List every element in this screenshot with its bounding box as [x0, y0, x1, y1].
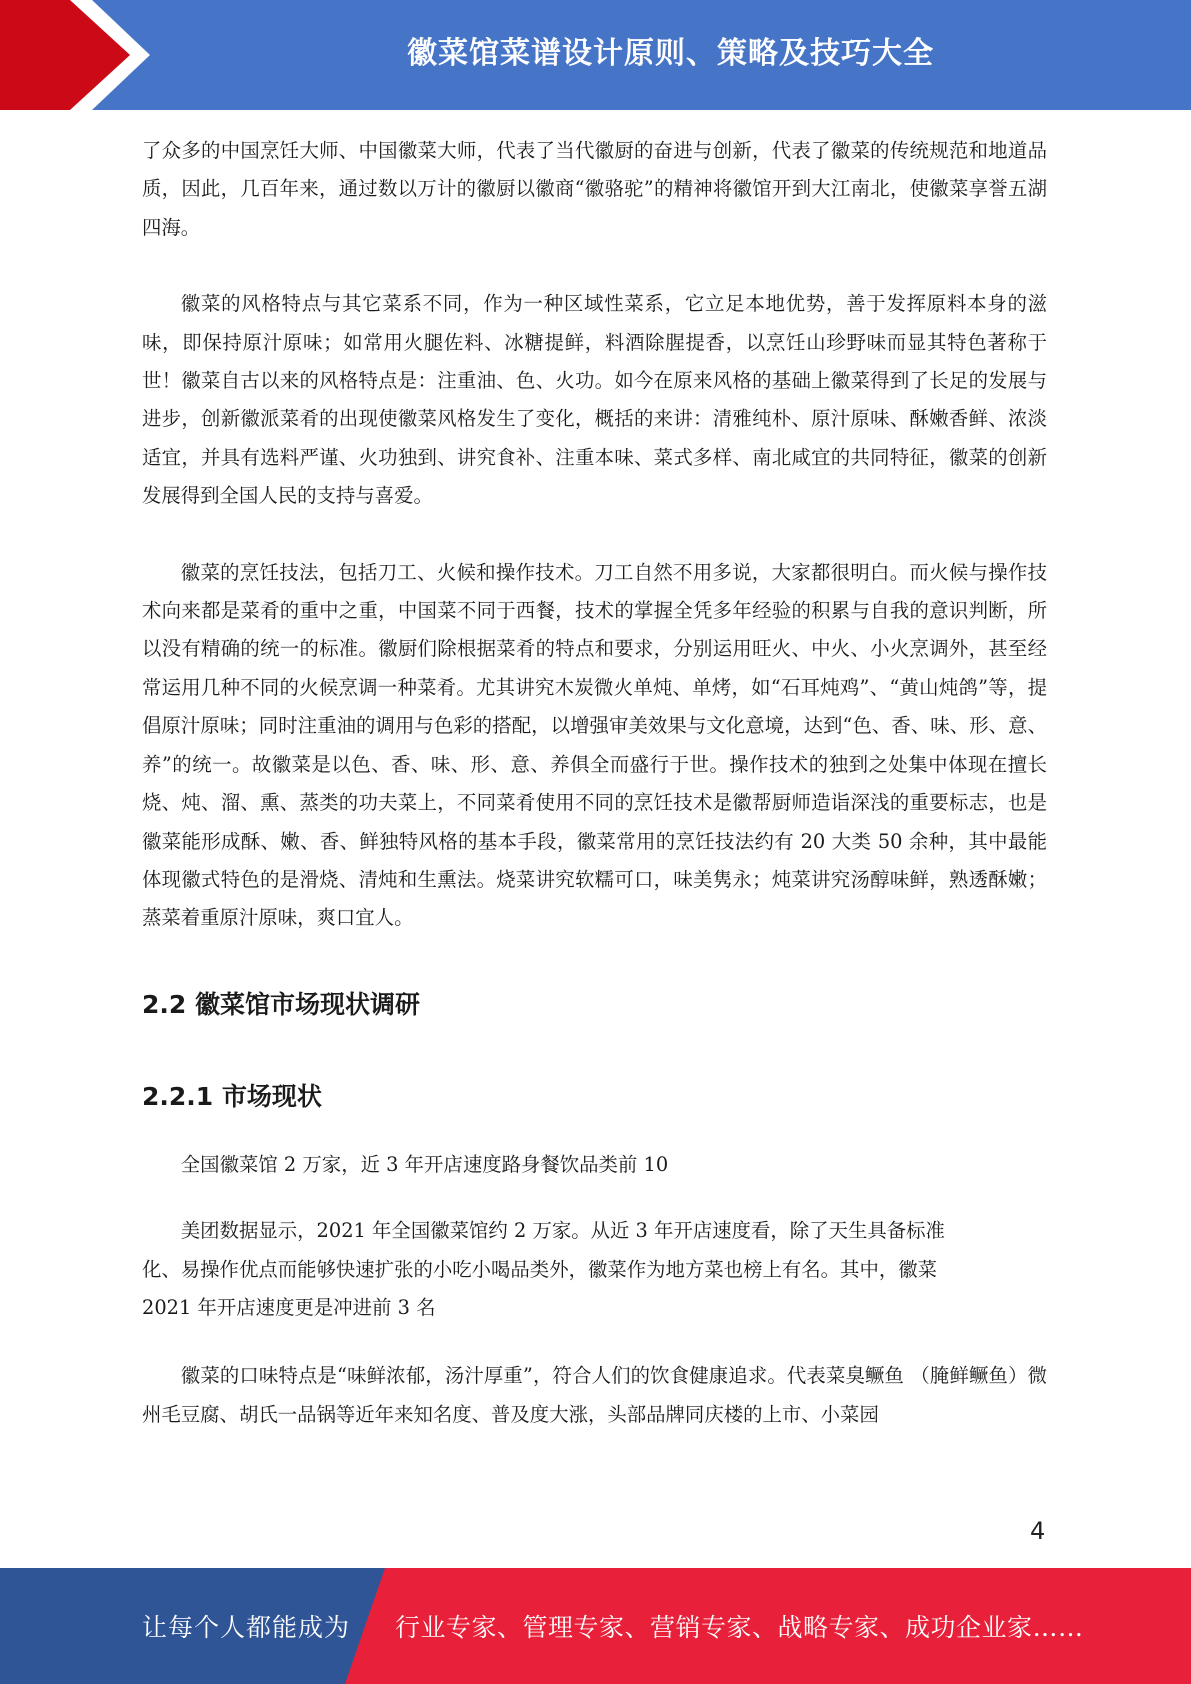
paragraph: 徽菜的风格特点与其它菜系不同，作为一种区域性菜系，它立足本地优势，善于发挥原料本身的滋味，即保持原汁原味；如常用火腿佐料、冰糖提鲜，料酒除腥提香，以烹饪山珍野味而显其特色著称于世！徽菜自古以来的风格特点是：注重油、色、火功。如今在原来风格的基础上徽菜得到了长足的发展与进步，创新徽派菜肴的出现使徽菜风格发生了变化，概括的来讲：清雅纯朴、原汁原味、酥嫩香鲜、浓淡适宜，并具有选料严谨、火功独到、讲究食补、注重本味、菜式多样、南北咸宜的共同特征，徽菜的创新发展得到全国人民的支持与喜爱。	[142, 292, 1047, 508]
subsection-heading: 2.2.1 市场现状	[142, 1081, 322, 1111]
footer-slogan-right: 行业专家、管理专家、营销专家、战略专家、成功企业家……	[395, 1613, 1084, 1642]
page-header	[0, 0, 1191, 110]
red-chevron-icon	[0, 0, 160, 110]
paragraph-line: 化、易操作优点而能够快速扩张的小吃小喝品类外，徽菜作为地方菜也榜上有名。其中，徽菜	[142, 1257, 938, 1281]
header-title: 徽菜馆菜谱设计原则、策略及技巧大全	[407, 36, 934, 71]
paragraph	[142, 1212, 1047, 1327]
paragraph: 全国徽菜馆 2 万家，近 3 年开店速度路身餐饮品类前 10	[180, 1152, 669, 1176]
page-footer	[0, 1568, 1191, 1684]
paragraph-line: 2021 年开店速度更是冲进前 3 名	[142, 1295, 436, 1319]
section-heading: 2.2 徽菜馆市场现状调研	[142, 989, 420, 1019]
footer-slogan-left: 让每个人都能成为	[142, 1613, 351, 1642]
document-body	[142, 132, 1047, 1434]
paragraph: 徽菜的口味特点是“味鲜浓郁，汤汁厚重”，符合人们的饮食健康追求。代表菜臭鳜鱼 （腌鲜鳜鱼）微州毛豆腐、胡氏一品锅等近年来知名度、普及度大涨，头部品牌同庆楼的上市、小菜园	[142, 1364, 1047, 1426]
paragraph: 徽菜的烹饪技法，包括刀工、火候和操作技术。刀工自然不用多说，大家都很明白。而火候与操作技术向来都是菜肴的重中之重，中国菜不同于西餐，技术的掌握全凭多年经验的积累与自我的意识判断，所以没有精确的统一的标准。徽厨们除根据菜肴的特点和要求，分别运用旺火、中火、小火烹调外，甚至经常运用几种不同的火候烹调一种菜肴。尤其讲究木炭微火单炖、单烤，如“石耳炖鸡”、“黄山炖鸽”等，提倡原汁原味；同时注重油的调用与色彩的搭配，以增强审美效果与文化意境，达到“色、香、味、形、意、养”的统一。故徽菜是以色、香、味、形、意、养俱全而盛行于世。操作技术的独到之处集中体现在擅长烧、炖、溜、熏、蒸类的功夫菜上，不同菜肴使用不同的烹饪技术是徽帮厨师造诣深浅的重要标志，也是徽菜能形成酥、嫩、香、鲜独特风格的基本手段，徽菜常用的烹饪技法约有 20 大类 50 余种，其中最能体现徽式特色的是滑烧、清炖和生熏法。烧菜讲究软糯可口，味美隽永；炖菜讲究汤醇味鲜，熟透酥嫩；蒸菜着重原汁原味，爽口宜人。	[142, 560, 1047, 930]
page-number: 4	[1030, 1517, 1046, 1545]
paragraph: 了众多的中国烹饪大师、中国徽菜大师，代表了当代徽厨的奋进与创新，代表了徽菜的传统规范和地道品质，因此，几百年来，通过数以万计的徽厨以徽商“徽骆驼”的精神将徽馆开到大江南北，使徽菜享誉五湖四海。	[142, 139, 1047, 239]
paragraph-line: 美团数据显示，2021 年全国徽菜馆约 2 万家。从近 3 年开店速度看，除了天生具备标准	[180, 1219, 945, 1243]
